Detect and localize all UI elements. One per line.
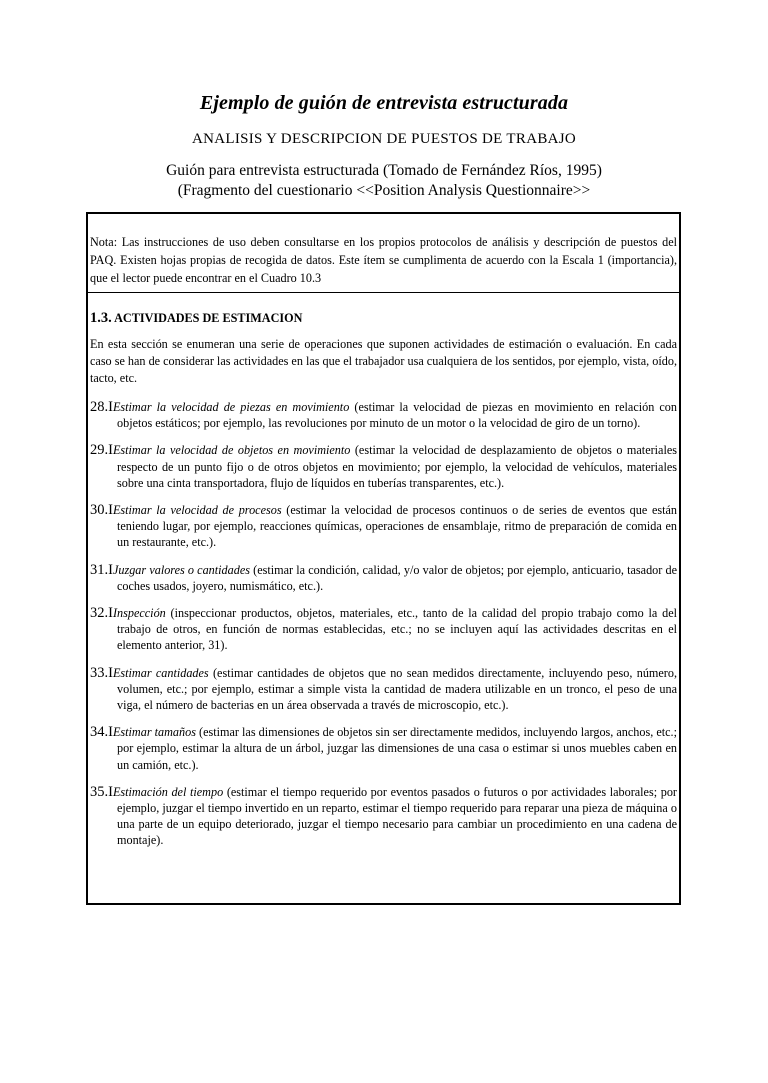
item-description: (estimar la velocidad de piezas en movimiento en relación con objetos estáticos; por ejemplo, las revoluciones por minuto de un motor o la velocidad de giro de un torno). [117, 400, 677, 431]
item-number: 29. [90, 442, 109, 459]
list-item [90, 784, 677, 849]
list-item [90, 502, 677, 551]
note-paragraph: Nota: Las instrucciones de uso deben consultarse en los propios protocolos de análisis y descripción de puestos del PAQ. Existen hojas propias de recogida de datos. Este ítem se cumplimenta de acuerdo con la Escala 1 (importancia), que el lector puede encontrar en el Cuadro 10.3 [90, 235, 677, 285]
item-number: 35. [90, 783, 109, 800]
item-number: 33. [90, 664, 109, 681]
item-number: 32. [90, 605, 109, 622]
item-title: Estimar tamaños [112, 725, 196, 740]
item-number: 28. [90, 399, 109, 415]
item-code: I [108, 399, 113, 415]
questionnaire-box [86, 212, 681, 905]
list-item [90, 399, 677, 431]
item-description: (estimar la condición, calidad, y/o valor de objetos; por ejemplo, anticuario, tasador de coches usados, joyero, numismático, etc.). [117, 562, 677, 593]
item-title: Inspección [112, 606, 166, 621]
item-description: (estimar la velocidad de procesos continuos o de series de eventos que están teniendo lugar, por ejemplo, reacciones químicas, operaciones de ensamblaje, ritmo de preparación de comida en un restaurante, etc.). [117, 503, 677, 550]
item-title: Estimar la velocidad de piezas en movimiento [112, 400, 350, 414]
item-number: 30. [90, 502, 109, 519]
list-item [90, 562, 677, 594]
list-item [90, 605, 677, 654]
item-description: (estimar cantidades de objetos que no sean medidos directamente, incluyendo peso, número, volumen, etc.; por ejemplo, estimar a simple vista la cantidad de madera utilizable en un tronco, el peso de una viga, el número de bacterias en un área observada a través de microscopio, etc.). [117, 665, 678, 713]
section-heading [90, 310, 677, 327]
list-item [90, 442, 677, 491]
item-code: I [108, 442, 113, 459]
section-intro: En esta sección se enumeran una serie de operaciones que suponen actividades de estimación o evaluación. En cada caso se han de considerar las actividades en las que el trabajador usa cualquiera de los sentidos, por ejemplo, vista, oído, tacto, etc. [90, 337, 677, 385]
item-code: I [108, 605, 113, 622]
item-description: (estimar las dimensiones de objetos sin ser directamente medidos, incluyendo largos, anchos, etc.; por ejemplo, estimar la altura de un árbol, juzgar las dimensiones de una casa o estimar si unos muebles caben en un camión, etc.). [117, 725, 677, 772]
item-description: (estimar la velocidad de desplazamiento de objetos o materiales respecto de un punto fijo o de otros objetos en movimiento; por ejemplo, la velocidad de vehículos, materiales sobre una cinta transportadora, flujo de líquidos en tuberías transparentes, etc.). [117, 443, 677, 490]
item-title: Estimación del tiempo [112, 784, 224, 799]
item-code: I [108, 664, 113, 681]
item-title: Juzgar valores o cantidades [112, 562, 250, 577]
item-code: I [108, 724, 113, 741]
item-number: 34. [90, 724, 109, 741]
item-description: (inspeccionar productos, objetos, materiales, etc., tanto de la calidad del propio trabajo como la del trabajo de otros, en función de normas establecidas, etc.; no se incluyen aquí las actividades descritas en el elemento anterior, 31). [117, 606, 677, 653]
item-description: (estimar el tiempo requerido por eventos pasados o futuros o por actividades laborales; por ejemplo, juzgar el tiempo invertido en un reparto, estimar el tiempo requerido para reparar una pieza de máquina o una parte de un equipo deteriorado, juzgar el tiempo necesario para cambiar un procedimiento en una cadena de montaje). [117, 784, 677, 848]
box-divider [88, 292, 679, 293]
list-item [90, 665, 677, 714]
section-title: ACTIVIDADES DE ESTIMACION [114, 311, 303, 325]
item-code: I [108, 783, 113, 800]
document-subtitle: ANALISIS Y DESCRIPCION DE PUESTOS DE TRABAJO [191, 131, 577, 147]
item-title: Estimar la velocidad de procesos [112, 503, 282, 518]
item-code: I [108, 502, 113, 519]
list-item [90, 724, 677, 773]
section-number: 1.3. [90, 310, 112, 326]
item-code: I [108, 561, 113, 578]
item-title: Estimar la velocidad de objetos en movimiento [112, 443, 351, 458]
item-title: Estimar cantidades [112, 665, 209, 680]
item-number: 31. [90, 561, 109, 578]
document-title: Ejemplo de guión de entrevista estructurada [199, 92, 569, 114]
section-estimation [90, 310, 677, 860]
guide-line-1: Guión para entrevista estructurada (Tomado de Fernández Ríos, 1995) [166, 162, 602, 179]
guide-line-2: (Fragmento del cuestionario <<Position Analysis Questionnaire>> [177, 182, 591, 199]
